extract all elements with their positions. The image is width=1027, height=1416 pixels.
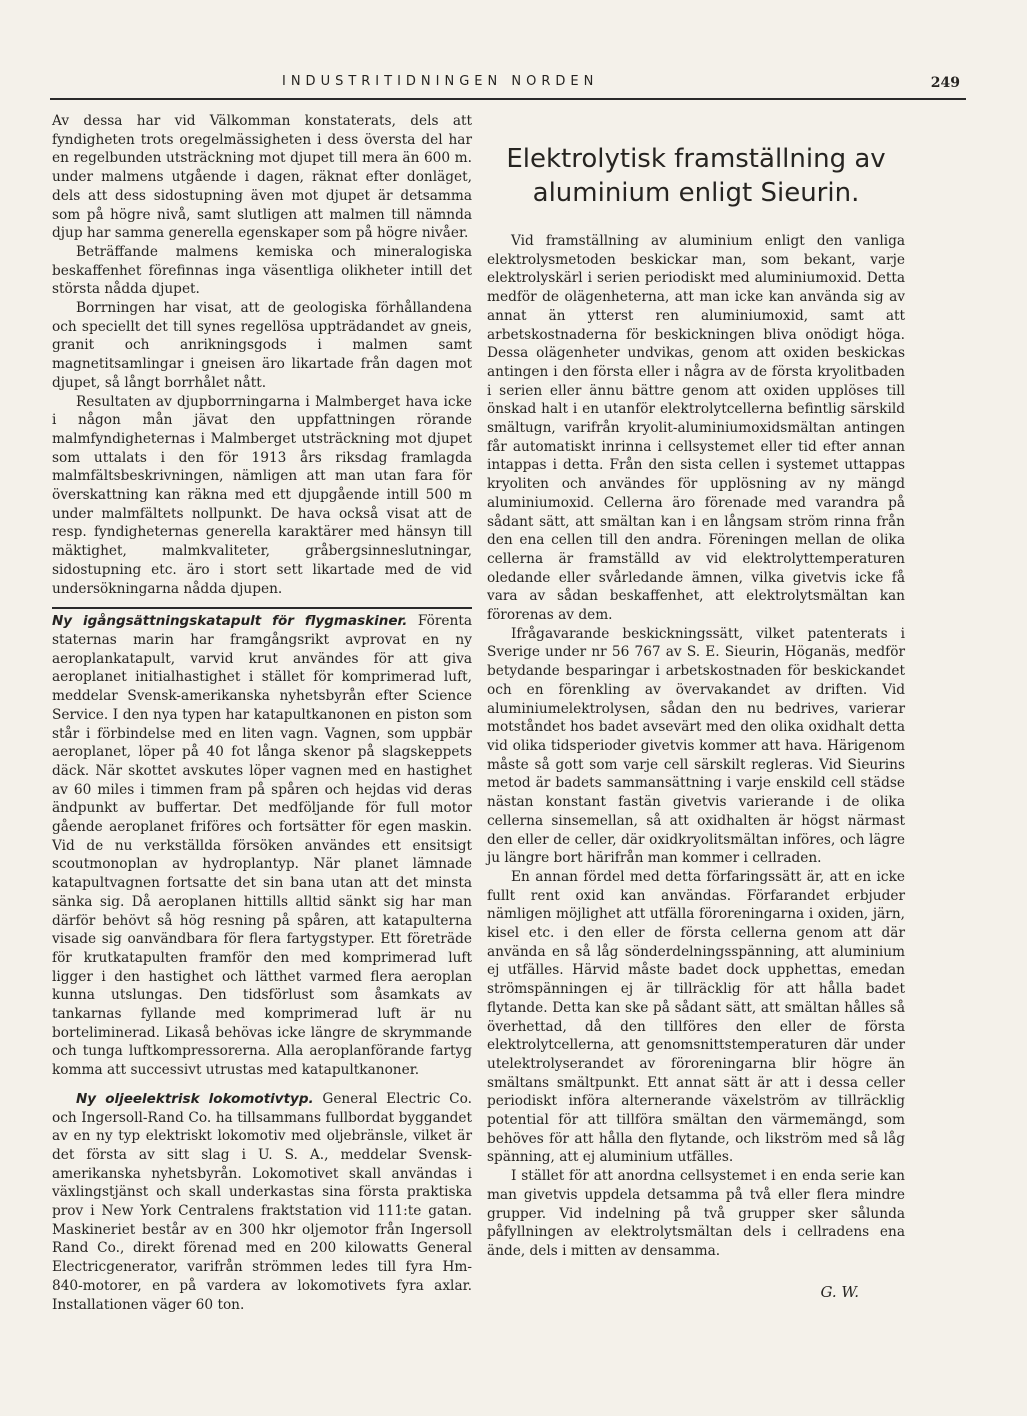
paragraph: I stället för att anordna cellsystemet i en enda serie kan man givetvis uppdela detsamma på två eller flera mindre grupper. Vid indelning på två grupper sker sålunda påfyllningen av elektrolytsmältan dels i cellradens ena ände, dels i mitten av densamma. xyxy=(487,1168,905,1259)
section-divider xyxy=(52,607,472,609)
paragraph: Beträffande malmens kemiska och mineralogiska beskaffenhet förefinnas inga väsentliga olikheter intill det största nådda djupet. xyxy=(52,243,472,298)
news-item-locomotive xyxy=(52,1090,472,1314)
paragraph: En annan fördel med detta förfaringssätt är, att en icke fullt rent oxid kan användas. Förfarandet erbjuder nämligen möjlighet att utfälla föroreningarna i oxiden, järn, kisel etc. i den eller de första cellerna genom att där använda en så låg sönderdelningsspänning, att aluminium ej utfälles. Härvid måste badet dock upphettas, emedan strömspänningen ej är tillräcklig för att hålla badet flytande. Detta kan ske på sådant sätt, att smältan hålles så överhettad, då den tillföres den eller de första elektrolytcellerna, att genomsnittstemperaturen där under utelektrolyserandet av föroreningarna blir högre än smältans smältpunkt. Ett annat sätt är att i dessa celler periodiskt införa alternerande växelström av tillräcklig potential för att tillföra smältan den värmemängd, som behöves för att hålla den flytande, och likström med så låg spänning, att ej aluminium utfälles. xyxy=(487,868,905,1166)
news-text: General Electric Co. och Ingersoll-Rand Co. ha tillsammans fullbordat byggandet av en ny typ elektriskt lokomotiv med oljebränsle, vilket är det första av sitt slag i U. S. A., meddelar Svensk-amerikanska nyhetsbyrån. Lokomotivet skall användas i växlingstjänst och skall underkastas sina första praktiska prov i New York Centralens fraktstation vid 111:te gatan. Maskineriet består av en 300 hkr oljemotor från Ingersoll Rand Co., direkt förenad med en 200 kilowatts General Electricgenerator, varifrån strömmen ledes till fyra Hm-840-motorer, en på vardera av lokomotivets fyra axlar. Installationen väger 60 ton. xyxy=(52,1090,472,1313)
journal-title: INDUSTRITIDNINGEN NORDEN xyxy=(282,74,599,89)
article-title: Elektrolytisk framställning av aluminium enligt Sieurin. xyxy=(506,144,886,208)
news-heading: Ny igångsättningskatapult för flygmaskiner. xyxy=(52,613,408,630)
news-heading: Ny oljeelektrisk lokomotivtyp. xyxy=(76,1090,314,1107)
right-column xyxy=(487,142,905,1301)
news-item-catapult xyxy=(52,612,472,1080)
news-text: Förenta staternas marin har framgångsrikt avprovat en ny aeroplankatapult, varvid krut användes för att giva aeroplanet initialhastighet i stället för komprimerad luft, meddelar Svensk-amerikanska nyhetsbyrån efter Science Service. I den nya typen har katapultkanonen en piston som står i förbindelse med en liten vagn. Vagnen, som uppbär aeroplanet, löper på 40 fot långa skenor på slagskeppets däck. När skottet avskutes löper vagnen med en hastighet av 60 miles i timmen fram på spåren och hejdas vid deras ändpunkt av buffertar. Det medföljande för full motor gående aeroplanet friföres och fortsätter för egen maskin. Vid de nu verkställda försöken användes ett ensitsigt scoutmonoplan av hydroplantyp. När planet lämnade katapultvagnen fortsatte det sin bana utan att det minsta sänka sig. Då aeroplanen hittills alltid sänkt sig har man därför behövt så hög resning på spåren, att katapulterna visade sig oanvändbara för flera fartygstyper. Ett företräde för krutkatapulten framför den med komprimerad luft ligger i den hastighet och lätthet varmed flera aeroplan kunna utslungas. Den tidsförlust som åsamkats av tankarnas fyllande med komprimerad luft är nu borteliminerad. Likaså behövas icke längre de skrymmande och tunga luftkompressorerna. Alla aeroplanförande fartyg komma att successivt utrustas med katapultkanoner. xyxy=(52,613,472,1079)
paragraph: Ifrågavarande beskickningssätt, vilket patenterats i Sverige under nr 56 767 av S. E. Sieurin, Höganäs, medför betydande besparingar i arbetskostnaden för beskickandet och en förenkling av övervakandet av driften. Vid aluminiumelektrolysen, sådan den nu bedrives, varierar motståndet hos badet avsevärt med den olika oxidhalt detta vid olika tidsperioder givetvis kommer att hava. Härigenom måste så gott som varje cell särskilt regleras. Vid Sieurins metod är badets sammansättning i varje enskild cell städse nästan konstant fastän givetvis varierande i de olika cellerna sinsemellan, så att oxidhalten är högst närmast den eller de celler, där oxidkryolitsmältan införes, och lägre ju längre bort härifrån man kommer i cellraden. xyxy=(487,625,905,867)
page-header xyxy=(50,72,966,100)
paragraph: Vid framställning av aluminium enligt den vanliga elektrolysmetoden beskickar man, som bekant, varje elektrolyskärl i serien periodiskt med aluminiumoxid. Detta medför de olägenheterna, att man icke kan använda sig av annat än ytterst ren aluminiumoxid, samt att arbetskostnaderna för beskickningen bliva onödigt höga. Dessa olägenheter undvikas, genom att oxiden beskickas antingen i den första eller i några av de första kryolitbaden i serien eller ännu bättre genom att oxiden upplöses till önskad halt i en utanför elektrolytcellerna befintlig särskild smältugn, varifrån kryolit-aluminiumoxidsmältan antingen får automatiskt inrinna i cellsystemet eller tid efter annan intappas i detta. Från den sista cellen i systemet uttappas kryoliten och användes för upplösning av ny mängd aluminiumoxid. Cellerna äro förenade med varandra på sådant sätt, att smältan kan i en långsam ström rinna från den ena cellen till den andra. Föreningen mellan de olika cellerna är framställd av vid elektrolyttemperaturen oledande eller svårledande ämnen, vilka givetvis icke få vara av sådan beskaffenhet, att elektrolytsmältan kan förorenas av dem. xyxy=(487,233,905,624)
page-number: 249 xyxy=(930,75,960,91)
left-column xyxy=(52,112,472,1314)
author-signature: G. W. xyxy=(820,1282,859,1301)
paragraph: Borrningen har visat, att de geologiska förhållandena och speciellt det till synes regellösa uppträdandet av gneis, granit och anrikningsgods i malmen samt magnetitsamlingar i gneisen äro likartade från dagen mot djupet, så långt borrhålet nått. xyxy=(52,300,472,391)
paragraph: Av dessa har vid Välkomman konstaterats, dels att fyndigheten trots oregelmässigheten i dess översta del har en regelbunden utsträckning mot djupet till mera än 600 m. under malmens utgående i dagen, räknat efter donläget, dels att dess sidostupning även mot djupet är detsamma som på högre nivå, samt slutligen att malmen till nämnda djup har samma generella egenskaper som på högre nivåer. xyxy=(52,113,472,242)
paragraph: Resultaten av djupborrningarna i Malmberget hava icke i någon mån jävat den uppfattningen rörande malmfyndigheternas i Malmberget utsträckning mot djupet som uttalats i den för 1913 års riksdag framlagda malmfältsbeskrivningen, nämligen att man utan fara för överskattning kan räkna med ett djupgående intill 500 m under malmfältets nollpunkt. De hava också visat att de resp. fyndigheternas generella karaktärer med hänsyn till mäktighet, malmkvaliteter, gråbergsinneslutningar, sidostupning etc. äro i stort sett likartade med de vid undersökningarna nådda djupen. xyxy=(52,393,472,597)
